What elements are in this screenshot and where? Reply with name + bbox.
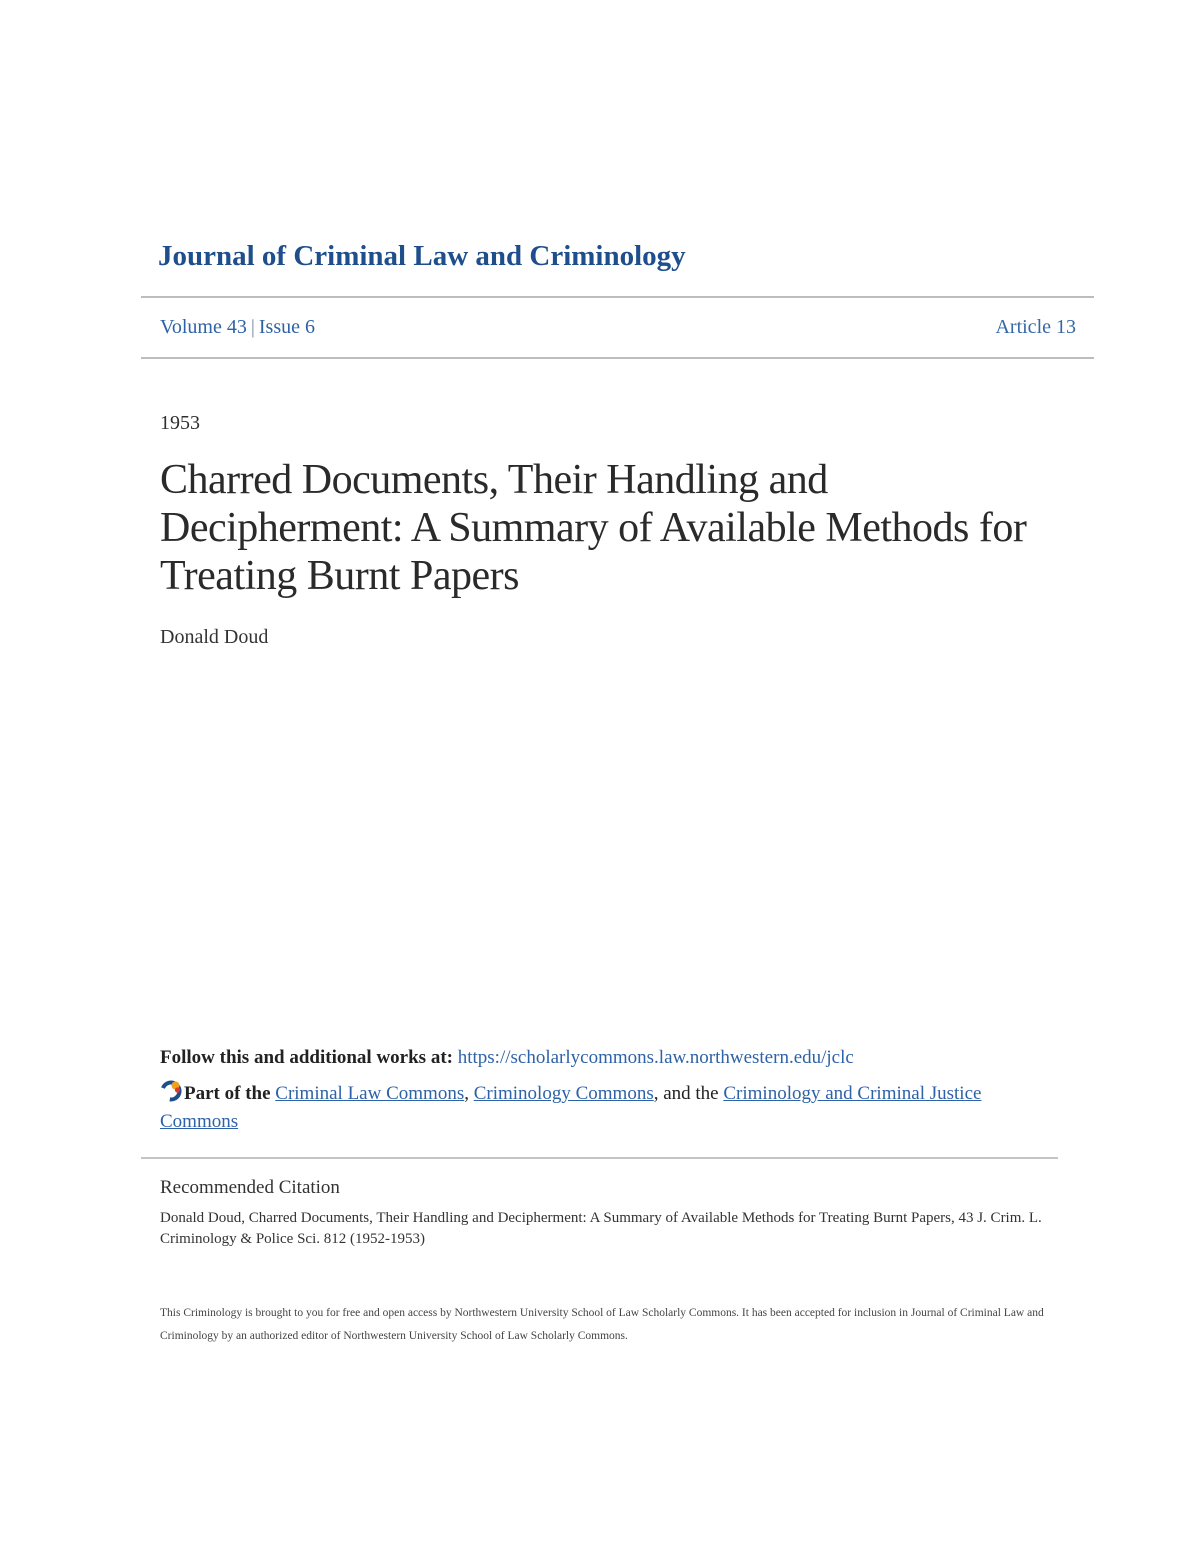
volume-issue-line — [160, 316, 315, 339]
article-title: Charred Documents, Their Handling and Decipherment: A Summary of Available Methods for Treating Burnt Papers — [160, 457, 1027, 599]
recommended-citation-text: Donald Doud, Charred Documents, Their Handling and Decipherment: A Summary of Available Methods for Treating Burnt Papers, 43 J. Crim. L. Criminology & Police Sci. 812 (1952-1953) — [160, 1210, 1042, 1247]
part-of-lead-text: Part of the — [184, 1083, 271, 1104]
criminology-commons-link[interactable]: Criminology Commons — [473, 1083, 654, 1104]
volume-link[interactable]: Volume 43 — [160, 316, 247, 338]
citation-rule — [141, 1157, 1058, 1159]
volume-issue-separator: | — [250, 316, 255, 338]
access-footer-note: This Criminology is brought to you for free and open access by Northwestern University School of Law Scholarly Commons. It has been accepted for inclusion in Journal of Criminal Law and Criminology by an authorized editor of Northwestern University School of Law Scholarly Commons. — [160, 1307, 1044, 1342]
part-of-line — [160, 1080, 1060, 1136]
header-rule-top — [141, 296, 1094, 298]
bepress-commons-icon — [160, 1080, 182, 1102]
recommended-citation-heading: Recommended Citation — [160, 1177, 340, 1198]
header-rule-bottom — [141, 357, 1094, 359]
commons-and-the: , and the — [653, 1083, 719, 1104]
follow-url-link[interactable]: https://scholarlycommons.law.northwestern.edu/jclc — [457, 1047, 854, 1068]
issue-link[interactable]: Issue 6 — [258, 316, 315, 338]
follow-line — [160, 1047, 854, 1069]
criminal-law-commons-link[interactable]: Criminal Law Commons — [275, 1083, 465, 1104]
article-number[interactable]: Article 13 — [995, 316, 1076, 338]
publication-year: 1953 — [160, 412, 200, 434]
commons-comma: , — [464, 1083, 469, 1104]
author-name: Donald Doud — [160, 626, 269, 648]
journal-title[interactable]: Journal of Criminal Law and Criminology — [158, 240, 686, 272]
follow-lead-text: Follow this and additional works at: — [160, 1047, 453, 1068]
criminology-criminal-justice-commons-link[interactable]: Criminology and Criminal Justice Commons — [160, 1083, 982, 1132]
